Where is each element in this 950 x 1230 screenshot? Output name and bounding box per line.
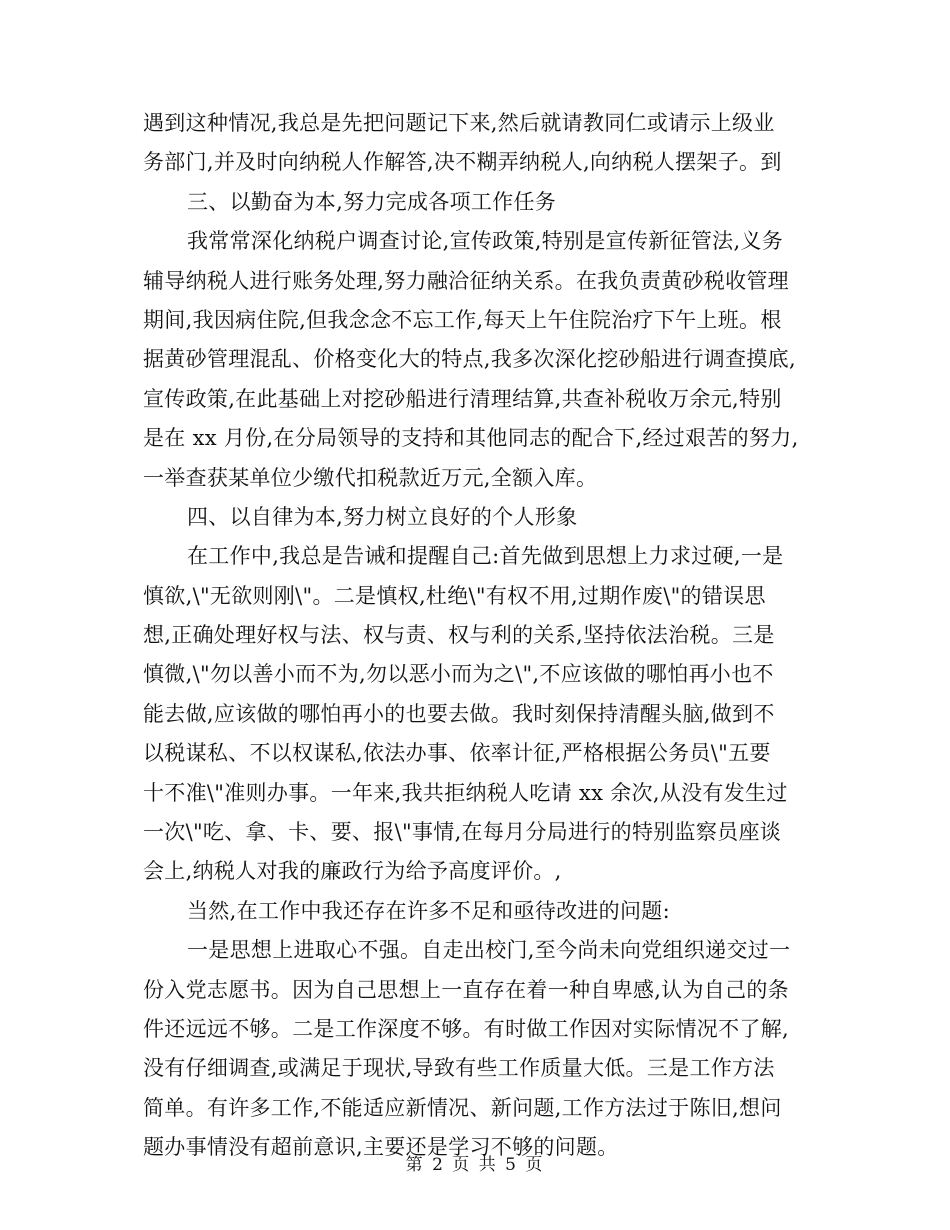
text-line: 一是思想上进取心不强。自走出校门,至今尚未向党组织递交过一: [187, 938, 791, 963]
text-line: 一次\"吃、拿、卡、要、报\"事情,在每月分局进行的特别监察员座谈: [143, 820, 782, 845]
text-line: 四、以自律为本,努力树立良好的个人形象: [187, 504, 578, 529]
text-line: 件还远远不够。二是工作深度不够。有时做工作因对实际情况不了解,: [143, 1016, 789, 1041]
text-line: 会上,纳税人对我的廉政行为给予高度评价。,: [143, 859, 562, 884]
text-line: 想,正确处理好权与法、权与责、权与利的关系,坚持依法治税。三是: [143, 623, 775, 648]
text-line: 份入党志愿书。因为自己思想上一直存在着一种自卑感,认为自己的条: [143, 977, 789, 1002]
text-line: 遇到这种情况,我总是先把问题记下来,然后就请教同仁或请示上级业: [143, 111, 775, 135]
text-line: 十不准\"准则办事。一年来,我共拒纳税人吃请 xx 余次,从没有发生过: [143, 780, 788, 805]
text-line: 慎欲,\"无欲则刚\"。二是慎权,杜绝\"有权不用,过期作废\"的错误思: [143, 583, 766, 608]
page-number: 第 2 页 共 5 页: [405, 1155, 545, 1175]
text-line: 以税谋私、不以权谋私,依法办事、依率计征,严格根据公务员\"五要: [143, 741, 771, 766]
text-line: 一举查获某单位少缴代扣税款近万元,全额入库。: [143, 465, 598, 490]
text-line: 在工作中,我总是告诫和提醒自己:首先做到思想上力求过硬,一是: [187, 544, 784, 569]
text-line: 期间,我因病住院,但我念念不忘工作,每天上午住院治疗下午上班。根: [143, 307, 782, 332]
text-line: 我常常深化纳税户调查讨论,宣传政策,特别是宣传新征管法,义务: [187, 229, 784, 254]
text-line: 务部门,并及时向纳税人作解答,决不糊弄纳税人,向纳税人摆架子。到: [143, 150, 782, 175]
text-line: 简单。有许多工作,不能适应新情况、新问题,工作方法过于陈旧,想问: [143, 1095, 782, 1120]
text-line: 能去做,应该做的哪怕再小的也要去做。我时刻保持清醒头脑,做到不: [143, 701, 775, 726]
text-line: 慎微,\"勿以善小而不为,勿以恶小而为之\",不应该做的哪怕再小也不: [143, 662, 774, 687]
text-line: 宣传政策,在此基础上对挖砂船进行清理结算,共查补税收万余元,特别: [143, 386, 782, 411]
text-line: 据黄砂管理混乱、价格变化大的特点,我多次深化挖砂船进行调查摸底,: [143, 347, 796, 372]
text-line: 题办事情没有超前意识,主要还是学习不够的问题。: [143, 1135, 619, 1160]
text-line: 是在 xx 月份,在分局领导的支持和其他同志的配合下,经过艰苦的努力,: [143, 426, 799, 451]
text-line: 没有仔细调查,或满足于现状,导致有些工作质量大低。三是工作方法: [143, 1056, 775, 1081]
text-line: 当然,在工作中我还存在许多不足和亟待改进的问题:: [187, 898, 670, 923]
text-line: 辅导纳税人进行账务处理,努力融洽征纳关系。在我负责黄砂税收管理: [143, 268, 789, 293]
text-line: 三、以勤奋为本,努力完成各项工作任务: [187, 189, 557, 214]
document-body: [143, 104, 815, 1168]
